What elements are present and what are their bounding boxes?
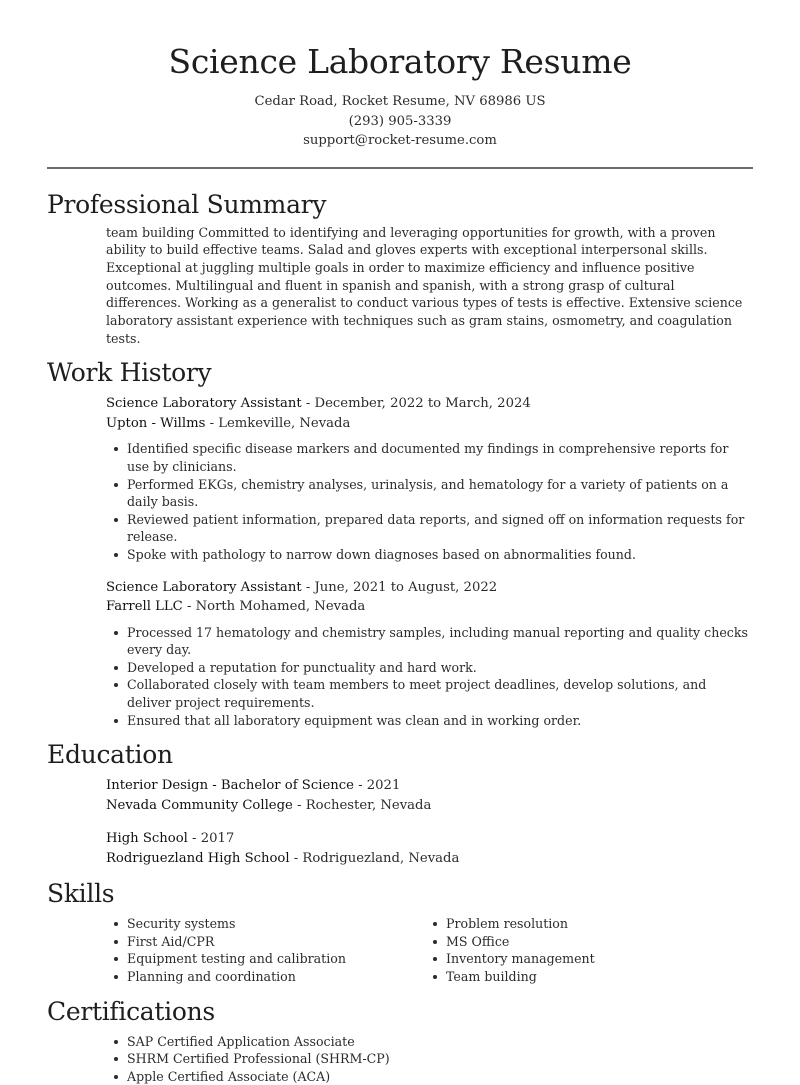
contact-email: support@rocket-resume.com [303,133,497,148]
job-title: Science Laboratory Assistant [106,579,302,595]
contact-address: Cedar Road, Rocket Resume, NV 68986 US [254,94,546,109]
job-location: - Lemkeville, Nevada [205,415,351,431]
education-degree-line [106,829,753,849]
resume-header [47,0,753,151]
job-location: - North Mohamed, Nevada [182,599,366,615]
certification-item: SAP Certified Application Associate [106,1033,753,1051]
contact-info [47,92,753,151]
skill-item: Equipment testing and calibration [106,950,425,968]
job-company-line [106,414,753,434]
certification-item: SHRM Certified Professional (SHRM-CP) [106,1050,753,1068]
education-year: - 2021 [353,778,401,794]
job-dates: - June, 2021 to August, 2022 [301,579,498,595]
contact-phone: (293) 905-3339 [348,113,452,129]
job-entry [106,394,753,563]
section-professional-summary [47,189,753,348]
skills-column-left [106,915,425,985]
list-item: Performed EKGs, chemistry analyses, urinalysis, and hematology for a variety of patients on a daily basis. [106,476,753,511]
job-title-line [106,394,753,414]
list-item: Identified specific disease markers and documented my findings in comprehensive reports for use by clinicians. [106,440,753,475]
skills-grid [106,915,753,985]
job-entry [106,578,753,730]
job-bullets [106,624,753,730]
education-school: Rodriguezland High School [106,850,290,866]
section-certifications [47,996,753,1085]
list-item: Spoke with pathology to narrow down diagnoses based on abnormalities found. [106,546,753,564]
section-work-history [47,357,753,729]
list-item: Collaborated closely with team members to meet project deadlines, develop solutions, and deliver project requirements. [106,676,753,711]
list-item: Reviewed patient information, prepared data reports, and signed off on information requests for release. [106,511,753,546]
education-location: - Rochester, Nevada [292,797,432,813]
skill-item: Problem resolution [425,915,725,933]
education-degree: Interior Design - Bachelor of Science [106,778,354,794]
job-company-line [106,597,753,617]
skill-item: Team building [425,968,725,986]
skill-item: Inventory management [425,950,725,968]
job-title-line [106,578,753,598]
education-year: - 2017 [187,831,235,847]
job-dates: - December, 2022 to March, 2024 [301,396,531,412]
section-education [47,739,753,868]
list-item: Ensured that all laboratory equipment was clean and in working order. [106,712,753,730]
education-school-line [106,796,753,816]
job-company: Farrell LLC [106,599,183,615]
education-school: Nevada Community College [106,797,293,813]
section-heading: Professional Summary [47,189,327,219]
header-divider [47,167,753,169]
skill-item: First Aid/CPR [106,933,425,951]
education-degree: High School [106,831,188,847]
list-item: Developed a reputation for punctuality and hard work. [106,659,753,677]
education-entry [106,829,753,868]
resume-title: Science Laboratory Resume [168,42,632,81]
section-heading: Skills [47,879,115,909]
skills-column-right [425,915,725,985]
section-heading: Work History [47,358,212,388]
skill-item: Planning and coordination [106,968,425,986]
job-bullets [106,440,753,563]
summary-text: team building Committed to identifying and leveraging opportunities for growth, with a proven ability to build effective teams. Salad and gloves experts with exceptional interpersonal skills. Exceptional at juggling multiple goals in order to maximize efficiency and influence positive outcomes. Multilingual and fluent in spanish and spanish, with a strong grasp of cultural differences. Working as a generalist to conduct various types of tests is effective. Extensive science laboratory assistant experience with techniques such as gram stains, osmometry, and coagulation tests. [106,224,743,346]
education-location: - Rodriguezland, Nevada [289,850,460,866]
education-entry [106,776,753,815]
job-company: Upton - Willms [106,415,206,431]
job-title: Science Laboratory Assistant [106,396,302,412]
education-school-line [106,849,753,869]
certification-item: Apple Certified Associate (ACA) [106,1068,753,1085]
section-heading: Certifications [47,996,215,1026]
section-heading: Education [47,740,173,770]
education-degree-line [106,776,753,796]
certifications-list [106,1033,753,1085]
skill-item: MS Office [425,933,725,951]
list-item: Processed 17 hematology and chemistry samples, including manual reporting and quality checks every day. [106,624,753,659]
skill-item: Security systems [106,915,425,933]
section-skills [47,878,753,985]
